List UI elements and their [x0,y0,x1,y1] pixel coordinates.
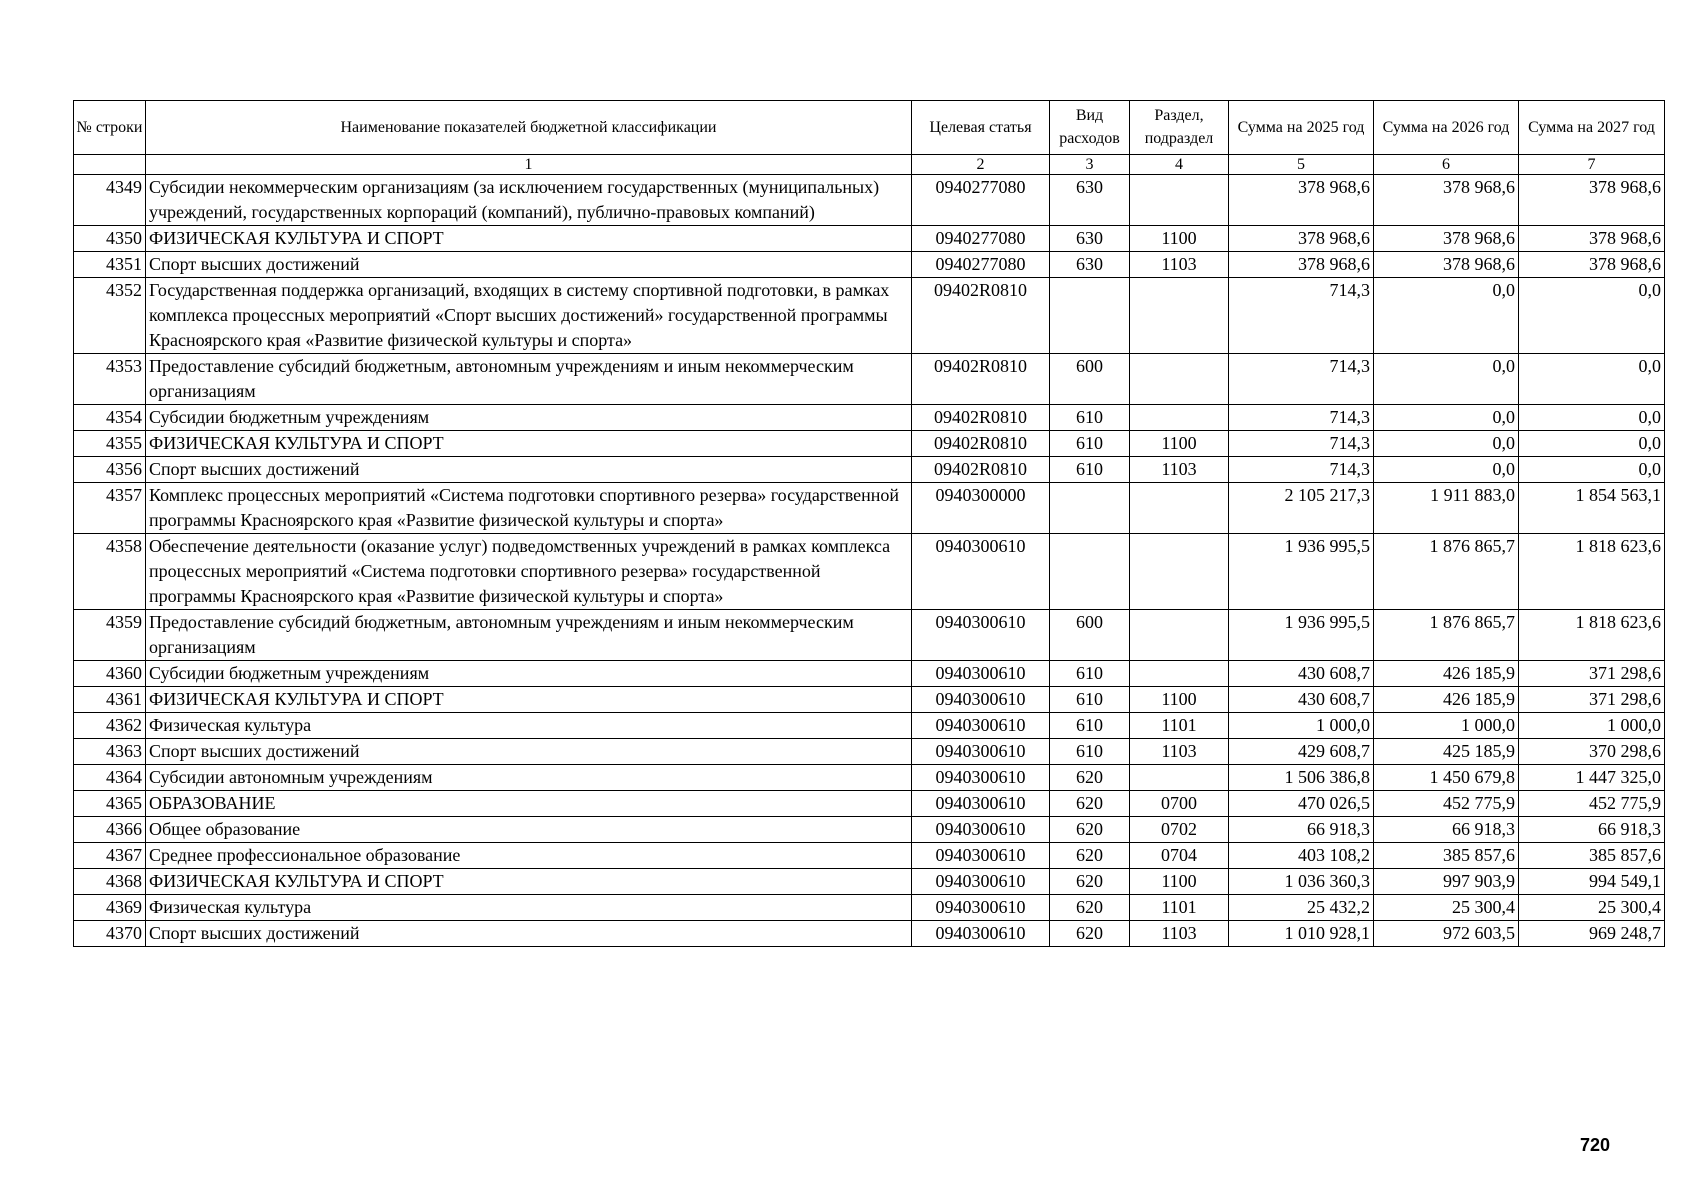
sum-2026-cell: 0,0 [1374,278,1519,354]
section-cell: 1101 [1130,895,1229,921]
section-cell: 1100 [1130,869,1229,895]
sum-2027-cell: 385 857,6 [1519,843,1665,869]
table-row [74,713,1665,739]
table-row [74,226,1665,252]
sum-2026-cell: 66 918,3 [1374,817,1519,843]
sum-2027-cell: 969 248,7 [1519,921,1665,947]
table-row [74,610,1665,661]
sum-2026-cell: 426 185,9 [1374,661,1519,687]
target-article-cell: 09402R0810 [912,457,1050,483]
target-article-cell: 09402R0810 [912,354,1050,405]
section-cell [1130,405,1229,431]
target-article-cell: 0940300610 [912,534,1050,610]
target-article-cell: 09402R0810 [912,431,1050,457]
table-row [74,278,1665,354]
indicator-name-cell: Среднее профессиональное образование [146,843,912,869]
section-cell [1130,610,1229,661]
sum-2025-cell: 1 036 360,3 [1229,869,1374,895]
sum-2026-cell: 378 968,6 [1374,252,1519,278]
table-row [74,431,1665,457]
table-row [74,791,1665,817]
sum-2027-cell: 0,0 [1519,405,1665,431]
indicator-name-cell: Спорт высших достижений [146,921,912,947]
header-indicator-name: Наименование показателей бюджетной классификации [146,101,912,155]
table-row [74,661,1665,687]
expense-type-cell [1050,483,1130,534]
sum-2025-cell: 1 936 995,5 [1229,534,1374,610]
section-cell: 1100 [1130,226,1229,252]
sum-2027-cell: 1 447 325,0 [1519,765,1665,791]
row-number-cell: 4370 [74,921,146,947]
section-cell [1130,354,1229,405]
row-number-cell: 4353 [74,354,146,405]
sum-2027-cell: 378 968,6 [1519,175,1665,226]
row-number-cell: 4366 [74,817,146,843]
sum-2027-cell: 0,0 [1519,354,1665,405]
section-cell: 1100 [1130,687,1229,713]
sum-2025-cell: 66 918,3 [1229,817,1374,843]
expense-type-cell [1050,534,1130,610]
expense-type-cell [1050,278,1130,354]
expense-type-cell: 610 [1050,713,1130,739]
indicator-name-cell: ФИЗИЧЕСКАЯ КУЛЬТУРА И СПОРТ [146,687,912,713]
expense-type-cell: 620 [1050,791,1130,817]
target-article-cell: 0940300610 [912,817,1050,843]
sum-2026-cell: 1 876 865,7 [1374,610,1519,661]
sum-2027-cell: 25 300,4 [1519,895,1665,921]
column-number: 7 [1519,155,1665,175]
section-cell [1130,765,1229,791]
header-target-article: Целевая статья [912,101,1050,155]
sum-2025-cell: 1 936 995,5 [1229,610,1374,661]
row-number-cell: 4362 [74,713,146,739]
sum-2026-cell: 1 000,0 [1374,713,1519,739]
section-cell [1130,661,1229,687]
column-number: 2 [912,155,1050,175]
sum-2026-cell: 997 903,9 [1374,869,1519,895]
expense-type-cell: 610 [1050,661,1130,687]
sum-2027-cell: 371 298,6 [1519,661,1665,687]
sum-2026-cell: 0,0 [1374,405,1519,431]
table-row [74,252,1665,278]
expense-type-cell: 610 [1050,687,1130,713]
sum-2026-cell: 0,0 [1374,431,1519,457]
target-article-cell: 0940300610 [912,765,1050,791]
sum-2025-cell: 714,3 [1229,431,1374,457]
header-expense-type: Вид расходов [1050,101,1130,155]
sum-2026-cell: 385 857,6 [1374,843,1519,869]
target-article-cell: 09402R0810 [912,278,1050,354]
indicator-name-cell: Предоставление субсидий бюджетным, автономным учреждениям и иным некоммерческим организациям [146,354,912,405]
indicator-name-cell: Обеспечение деятельности (оказание услуг) подведомственных учреждений в рамках комплекса процессных мероприятий «Система подготовки спортивного резерва» государственной программы Красноярского края «Развитие физической культуры и спорта» [146,534,912,610]
target-article-cell: 0940277080 [912,252,1050,278]
target-article-cell: 0940300610 [912,713,1050,739]
row-number-cell: 4350 [74,226,146,252]
target-article-cell: 0940300610 [912,869,1050,895]
sum-2027-cell: 994 549,1 [1519,869,1665,895]
table-row [74,921,1665,947]
row-number-cell: 4369 [74,895,146,921]
sum-2026-cell: 0,0 [1374,457,1519,483]
sum-2026-cell: 25 300,4 [1374,895,1519,921]
table-row [74,765,1665,791]
target-article-cell: 0940300610 [912,610,1050,661]
sum-2025-cell: 378 968,6 [1229,175,1374,226]
sum-2027-cell: 378 968,6 [1519,226,1665,252]
sum-2025-cell: 1 506 386,8 [1229,765,1374,791]
column-number: 3 [1050,155,1130,175]
header-sum-2027: Сумма на 2027 год [1519,101,1665,155]
column-number [74,155,146,175]
sum-2026-cell: 378 968,6 [1374,175,1519,226]
sum-2026-cell: 425 185,9 [1374,739,1519,765]
expense-type-cell: 610 [1050,739,1130,765]
section-cell [1130,175,1229,226]
expense-type-cell: 630 [1050,226,1130,252]
expense-type-cell: 630 [1050,252,1130,278]
target-article-cell: 0940300610 [912,739,1050,765]
sum-2027-cell: 1 000,0 [1519,713,1665,739]
row-number-cell: 4356 [74,457,146,483]
section-cell: 1103 [1130,739,1229,765]
column-number: 5 [1229,155,1374,175]
section-cell: 1103 [1130,921,1229,947]
sum-2027-cell: 0,0 [1519,278,1665,354]
indicator-name-cell: Физическая культура [146,895,912,921]
expense-type-cell: 600 [1050,610,1130,661]
header-row [74,101,1665,155]
target-article-cell: 0940300610 [912,687,1050,713]
sum-2027-cell: 370 298,6 [1519,739,1665,765]
sum-2025-cell: 378 968,6 [1229,252,1374,278]
header-sum-2026: Сумма на 2026 год [1374,101,1519,155]
row-number-cell: 4367 [74,843,146,869]
expense-type-cell: 610 [1050,405,1130,431]
indicator-name-cell: ФИЗИЧЕСКАЯ КУЛЬТУРА И СПОРТ [146,869,912,895]
section-cell [1130,278,1229,354]
table-row [74,869,1665,895]
sum-2026-cell: 1 450 679,8 [1374,765,1519,791]
indicator-name-cell: Субсидии автономным учреждениям [146,765,912,791]
section-cell: 1103 [1130,457,1229,483]
row-number-cell: 4349 [74,175,146,226]
header-row-number: № строки [74,101,146,155]
row-number-cell: 4363 [74,739,146,765]
indicator-name-cell: Субсидии некоммерческим организациям (за исключением государственных (муниципальных) учреждений, государственных корпораций (компаний), публично-правовых компаний) [146,175,912,226]
sum-2026-cell: 452 775,9 [1374,791,1519,817]
row-number-cell: 4361 [74,687,146,713]
table-row [74,843,1665,869]
target-article-cell: 0940300610 [912,661,1050,687]
row-number-cell: 4368 [74,869,146,895]
section-cell [1130,534,1229,610]
sum-2026-cell: 378 968,6 [1374,226,1519,252]
expense-type-cell: 620 [1050,869,1130,895]
row-number-cell: 4365 [74,791,146,817]
budget-table [73,100,1665,947]
sum-2025-cell: 378 968,6 [1229,226,1374,252]
row-number-cell: 4354 [74,405,146,431]
sum-2026-cell: 972 603,5 [1374,921,1519,947]
column-number: 1 [146,155,912,175]
table-row [74,354,1665,405]
section-cell [1130,483,1229,534]
sum-2025-cell: 714,3 [1229,354,1374,405]
row-number-cell: 4358 [74,534,146,610]
target-article-cell: 0940300610 [912,921,1050,947]
sum-2025-cell: 430 608,7 [1229,661,1374,687]
indicator-name-cell: Субсидии бюджетным учреждениям [146,405,912,431]
expense-type-cell: 620 [1050,921,1130,947]
table-row [74,687,1665,713]
sum-2025-cell: 714,3 [1229,405,1374,431]
sum-2027-cell: 1 854 563,1 [1519,483,1665,534]
section-cell: 0704 [1130,843,1229,869]
row-number-cell: 4355 [74,431,146,457]
sum-2026-cell: 0,0 [1374,354,1519,405]
expense-type-cell: 620 [1050,843,1130,869]
table-row [74,483,1665,534]
target-article-cell: 0940277080 [912,226,1050,252]
column-number-row [74,155,1665,175]
expense-type-cell: 610 [1050,457,1130,483]
sum-2027-cell: 1 818 623,6 [1519,610,1665,661]
expense-type-cell: 630 [1050,175,1130,226]
indicator-name-cell: Физическая культура [146,713,912,739]
table-body [74,175,1665,947]
sum-2026-cell: 1 911 883,0 [1374,483,1519,534]
header-section: Раздел, подраздел [1130,101,1229,155]
page-number: 720 [1580,1135,1611,1155]
indicator-name-cell: Государственная поддержка организаций, входящих в систему спортивной подготовки, в рамках комплекса процессных мероприятий «Спорт высших достижений» государственной программы Красноярского края «Развитие физической культуры и спорта» [146,278,912,354]
sum-2025-cell: 25 432,2 [1229,895,1374,921]
expense-type-cell: 620 [1050,895,1130,921]
row-number-cell: 4359 [74,610,146,661]
sum-2025-cell: 430 608,7 [1229,687,1374,713]
indicator-name-cell: Комплекс процессных мероприятий «Система подготовки спортивного резерва» государственной программы Красноярского края «Развитие физической культуры и спорта» [146,483,912,534]
row-number-cell: 4364 [74,765,146,791]
table-row [74,457,1665,483]
section-cell: 0700 [1130,791,1229,817]
sum-2026-cell: 1 876 865,7 [1374,534,1519,610]
column-number: 6 [1374,155,1519,175]
target-article-cell: 0940300610 [912,895,1050,921]
sum-2025-cell: 429 608,7 [1229,739,1374,765]
indicator-name-cell: ФИЗИЧЕСКАЯ КУЛЬТУРА И СПОРТ [146,226,912,252]
header-sum-2025: Сумма на 2025 год [1229,101,1374,155]
target-article-cell: 0940300610 [912,791,1050,817]
indicator-name-cell: Субсидии бюджетным учреждениям [146,661,912,687]
table-row [74,175,1665,226]
target-article-cell: 09402R0810 [912,405,1050,431]
expense-type-cell: 600 [1050,354,1130,405]
sum-2026-cell: 426 185,9 [1374,687,1519,713]
indicator-name-cell: Предоставление субсидий бюджетным, автономным учреждениям и иным некоммерческим организациям [146,610,912,661]
expense-type-cell: 620 [1050,817,1130,843]
section-cell: 1103 [1130,252,1229,278]
section-cell: 0702 [1130,817,1229,843]
table-row [74,534,1665,610]
sum-2027-cell: 0,0 [1519,457,1665,483]
sum-2025-cell: 403 108,2 [1229,843,1374,869]
sum-2025-cell: 2 105 217,3 [1229,483,1374,534]
sum-2027-cell: 371 298,6 [1519,687,1665,713]
row-number-cell: 4360 [74,661,146,687]
table-row [74,817,1665,843]
expense-type-cell: 620 [1050,765,1130,791]
target-article-cell: 0940300610 [912,843,1050,869]
sum-2027-cell: 452 775,9 [1519,791,1665,817]
section-cell: 1101 [1130,713,1229,739]
indicator-name-cell: ОБРАЗОВАНИЕ [146,791,912,817]
indicator-name-cell: Спорт высших достижений [146,457,912,483]
target-article-cell: 0940277080 [912,175,1050,226]
target-article-cell: 0940300000 [912,483,1050,534]
table-row [74,895,1665,921]
row-number-cell: 4357 [74,483,146,534]
indicator-name-cell: Общее образование [146,817,912,843]
column-number: 4 [1130,155,1229,175]
indicator-name-cell: ФИЗИЧЕСКАЯ КУЛЬТУРА И СПОРТ [146,431,912,457]
sum-2025-cell: 1 010 928,1 [1229,921,1374,947]
sum-2025-cell: 714,3 [1229,278,1374,354]
row-number-cell: 4351 [74,252,146,278]
sum-2027-cell: 1 818 623,6 [1519,534,1665,610]
row-number-cell: 4352 [74,278,146,354]
sum-2027-cell: 66 918,3 [1519,817,1665,843]
table-row [74,405,1665,431]
sum-2025-cell: 714,3 [1229,457,1374,483]
indicator-name-cell: Спорт высших достижений [146,252,912,278]
expense-type-cell: 610 [1050,431,1130,457]
sum-2027-cell: 378 968,6 [1519,252,1665,278]
table-row [74,739,1665,765]
sum-2027-cell: 0,0 [1519,431,1665,457]
indicator-name-cell: Спорт высших достижений [146,739,912,765]
section-cell: 1100 [1130,431,1229,457]
sum-2025-cell: 470 026,5 [1229,791,1374,817]
sum-2025-cell: 1 000,0 [1229,713,1374,739]
